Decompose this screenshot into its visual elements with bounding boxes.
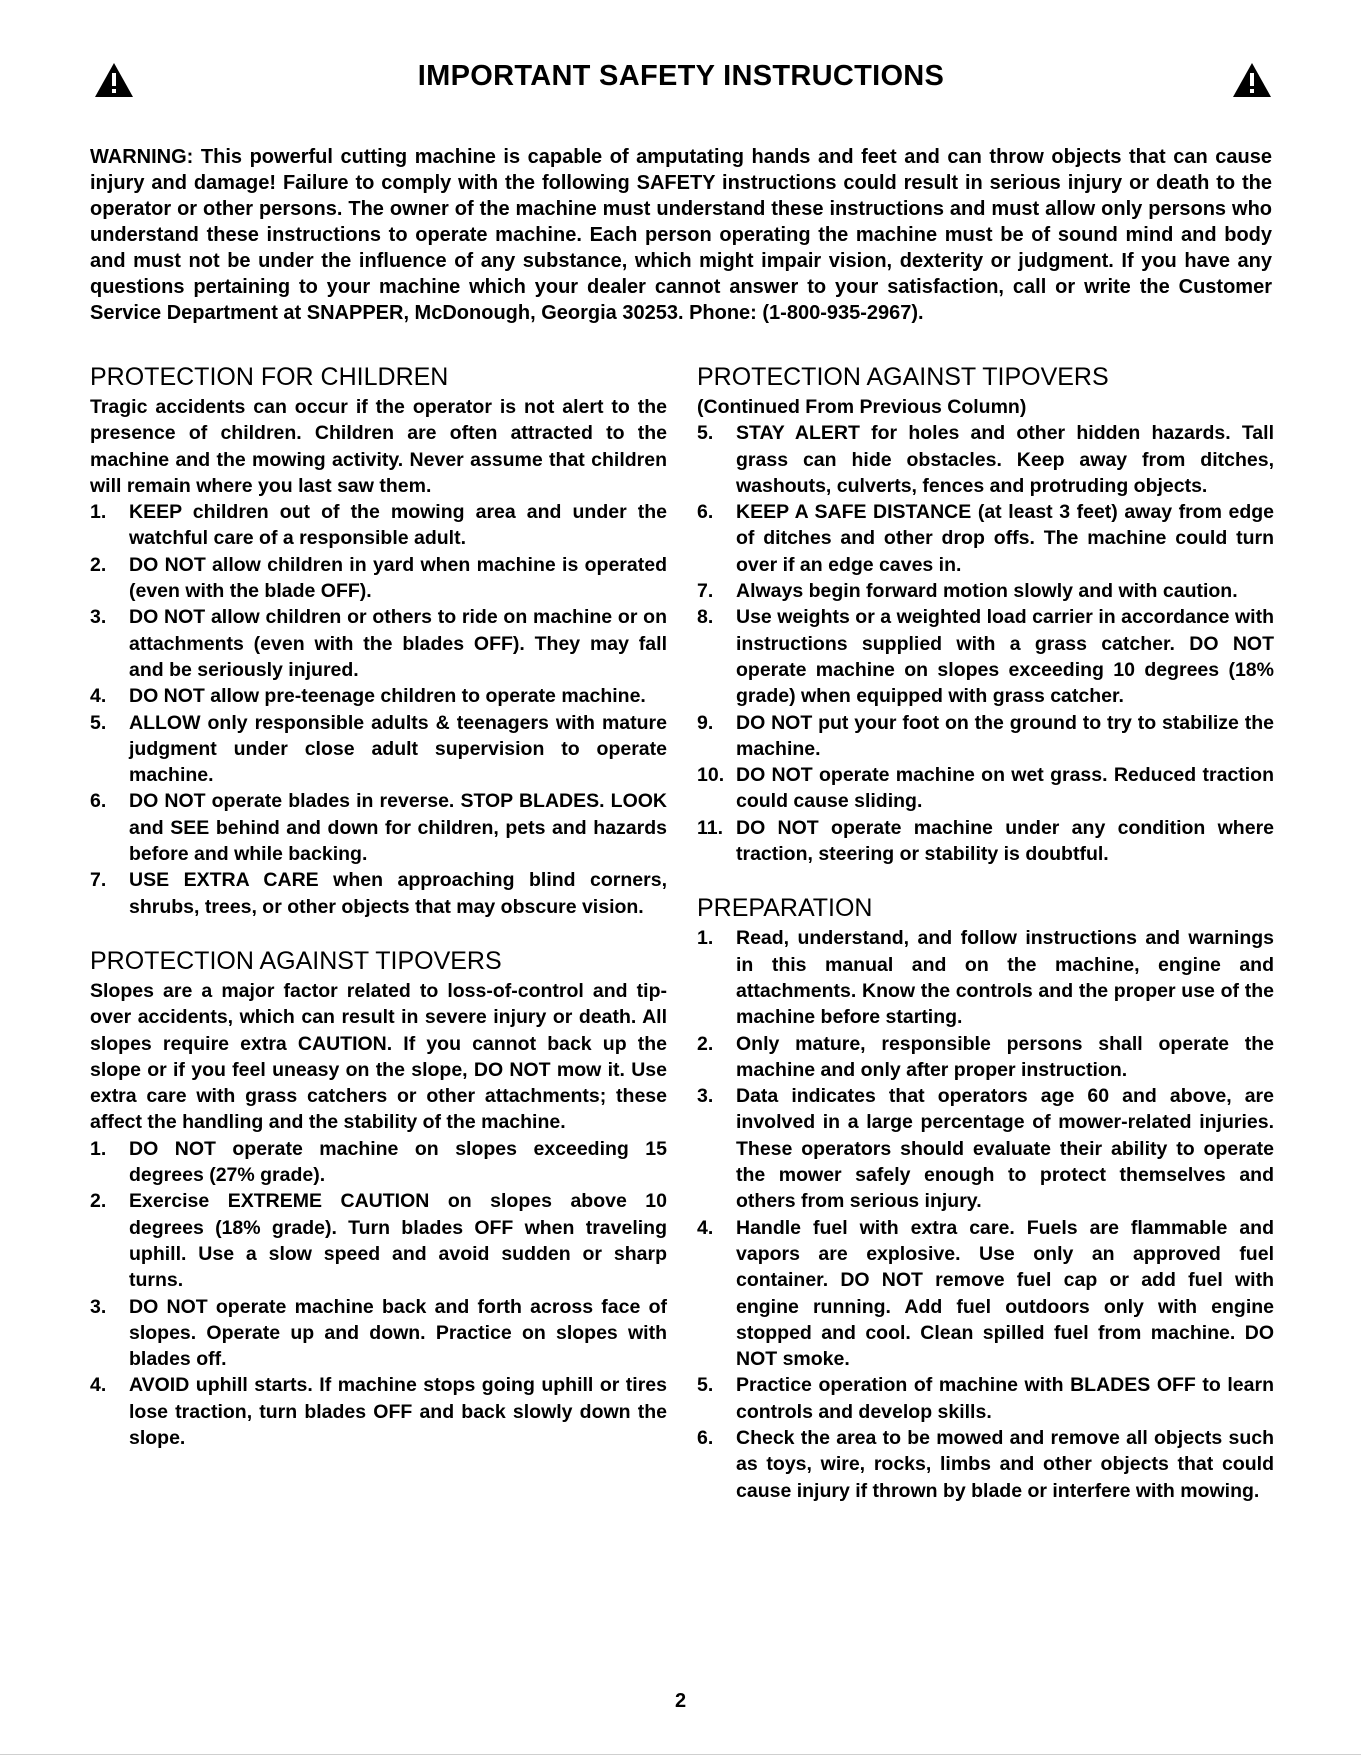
item-text: KEEP children out of the mowing area and under the watchful care of a responsible adult. <box>129 501 667 550</box>
item-text: DO NOT operate machine on slopes exceeding 15 degrees (27% grade). <box>129 1137 667 1187</box>
item-text: Exercise EXTREME CAUTION on slopes above 10 degrees (18% grade). Turn blades OFF when traveling uphill. Use a slow speed and avoid sudden or sharp turns. <box>129 1190 667 1292</box>
list-item <box>697 604 1274 709</box>
left-column <box>90 362 667 1477</box>
item-text: STAY ALERT for holes and other hidden hazards. Tall grass can hide obstacles. Keep away from ditches, washouts, culverts, fences and protruding objects. <box>736 422 1274 497</box>
item-number: 6. <box>90 790 107 813</box>
item-number: 1. <box>90 501 107 524</box>
list-item <box>90 1372 667 1451</box>
item-number: 4. <box>90 685 107 708</box>
tipovers-continued-list <box>697 420 1274 867</box>
section-heading: PROTECTION AGAINST TIPOVERS <box>697 363 1109 391</box>
item-text: KEEP A SAFE DISTANCE (at least 3 feet) away from edge of ditches and other drop offs. The machine could turn over if an edge caves in. <box>736 501 1274 576</box>
list-item <box>90 788 667 867</box>
item-number: 4. <box>90 1374 107 1397</box>
item-number: 4. <box>697 1216 714 1239</box>
title-row <box>90 58 1272 102</box>
item-number: 11. <box>697 816 724 839</box>
item-text: Practice operation of machine with BLADES OFF to learn controls and develop skills. <box>736 1374 1274 1423</box>
right-column <box>697 362 1274 1530</box>
list-item <box>697 815 1274 868</box>
warning-triangle-icon <box>1232 62 1272 98</box>
item-text: AVOID uphill starts. If machine stops going uphill or tires lose traction, turn blades OFF and back slowly down the slope. <box>129 1374 667 1449</box>
item-text: DO NOT put your foot on the ground to try to stabilize the machine. <box>736 711 1274 760</box>
item-number: 2. <box>697 1032 714 1055</box>
section-heading: PREPARATION <box>697 894 873 923</box>
tipovers-list <box>90 1136 667 1452</box>
page-title: IMPORTANT SAFETY INSTRUCTIONS <box>417 60 945 92</box>
preparation-list <box>697 925 1274 1504</box>
item-text: DO NOT operate machine on wet grass. Reduced traction could cause sliding. <box>736 764 1274 813</box>
item-number: 2. <box>90 1190 107 1213</box>
list-item <box>90 683 667 709</box>
list-item <box>697 1372 1274 1425</box>
list-item <box>697 1083 1274 1214</box>
list-item <box>90 710 667 789</box>
section-tipovers <box>90 946 667 1451</box>
list-item <box>697 420 1274 499</box>
item-text: DO NOT operate blades in reverse. STOP BLADES. LOOK and SEE behind and down for children, pets and hazards before and while backing. <box>129 790 667 866</box>
item-number: 3. <box>90 606 107 629</box>
warning-paragraph: WARNING: This powerful cutting machine is capable of amputating hands and feet and can throw objects that can cause injury and damage! Failure to comply with the following SAFETY instructions could result in serious injury or death to the operator or other persons. The owner of the machine must understand these instructions and must allow only persons who understand these instructions to operate machine. Each person operating the machine must be of sound mind and body and must not be under the influence of any substance, which might impair vision, dexterity or judgment. If you have any questions pertaining to your machine which your dealer cannot answer to your satisfaction, call or write the Customer Service Department at SNAPPER, McDonough, Georgia 30253. Phone: (1-800-935-2967). <box>90 146 1272 324</box>
list-item <box>697 762 1274 815</box>
item-text: Always begin forward motion slowly and with caution. <box>736 580 1238 603</box>
item-text: DO NOT allow children in yard when machine is operated (even with the blade OFF). <box>129 553 667 603</box>
item-number: 1. <box>90 1137 107 1160</box>
bottom-rule <box>0 1754 1361 1755</box>
item-number: 6. <box>697 501 714 524</box>
item-text: Handle fuel with extra care. Fuels are flammable and vapors are explosive. Use only an approved fuel container. DO NOT remove fuel cap or add fuel with engine running. Add fuel outdoors only with engine stopped and cool. Clean spilled fuel from machine. DO NOT smoke. <box>736 1216 1274 1371</box>
item-number: 7. <box>90 869 107 892</box>
item-text: Check the area to be mowed and remove all objects such as toys, wire, rocks, limbs and other objects that could cause injury if thrown by blade or interfere with mowing. <box>736 1426 1274 1502</box>
item-text: Read, understand, and follow instructions and warnings in this manual and on the machine, engine and attachments. Know the controls and the proper use of the machine before starting. <box>736 927 1274 1029</box>
item-text: DO NOT allow pre-teenage children to operate machine. <box>129 685 646 708</box>
list-item <box>697 578 1274 604</box>
list-item <box>697 1425 1274 1504</box>
item-text: ALLOW only responsible adults & teenagers with mature judgment under close adult supervision to operate machine. <box>129 711 667 787</box>
item-number: 2. <box>90 553 107 576</box>
list-item <box>90 552 667 605</box>
item-number: 3. <box>697 1085 714 1108</box>
item-text: DO NOT allow children or others to ride on machine or on attachments (even with the blades OFF). They may fall and be seriously injured. <box>129 606 667 681</box>
list-item <box>90 867 667 920</box>
section-preparation <box>697 893 1274 1504</box>
section-heading: PROTECTION FOR CHILDREN <box>90 363 449 391</box>
list-item <box>90 499 667 552</box>
section-children <box>90 362 667 920</box>
page-number: 2 <box>674 1690 687 1712</box>
children-list <box>90 499 667 920</box>
item-number: 7. <box>697 580 714 603</box>
list-item <box>90 1188 667 1293</box>
section-intro: Slopes are a major factor related to loss-of-control and tip-over accidents, which can result in severe injury or death. All slopes require extra CAUTION. If you cannot back up the slope or if you feel uneasy on the slope, DO NOT mow it. Use extra care with grass catchers or other attachments; these affect the handling and the stability of the machine. <box>90 979 667 1134</box>
section-intro: Tragic accidents can occur if the operator is not alert to the presence of children. Children are often attracted to the machine and the mowing activity. Never assume that children will remain where you last saw them. <box>90 396 667 497</box>
item-text: Only mature, responsible persons shall operate the machine and only after proper instruction. <box>736 1032 1274 1081</box>
item-number: 8. <box>697 606 714 629</box>
item-text: DO NOT operate machine under any condition where traction, steering or stability is doubtful. <box>736 816 1274 866</box>
section-heading: PROTECTION AGAINST TIPOVERS <box>90 946 502 975</box>
list-item <box>90 1136 667 1189</box>
list-item <box>90 1294 667 1373</box>
item-number: 3. <box>90 1295 107 1318</box>
list-item <box>697 710 1274 763</box>
section-tipovers-continued <box>697 362 1274 867</box>
item-number: 1. <box>697 927 714 950</box>
list-item <box>697 1031 1274 1084</box>
list-item <box>697 499 1274 578</box>
item-number: 5. <box>90 711 107 734</box>
item-number: 10. <box>697 764 725 787</box>
item-text: DO NOT operate machine back and forth across face of slopes. Operate up and down. Practice on slopes with blades off. <box>129 1295 667 1371</box>
item-number: 9. <box>697 711 714 734</box>
list-item <box>697 1215 1274 1373</box>
list-item <box>90 604 667 683</box>
item-number: 5. <box>697 422 714 445</box>
list-item <box>697 925 1274 1030</box>
item-text: Use weights or a weighted load carrier in accordance with instructions supplied with a grass catcher. DO NOT operate machine on slopes exceeding 10 degrees (18% grade) when equipped with grass catcher. <box>736 606 1274 708</box>
item-number: 5. <box>697 1374 714 1397</box>
continued-note: (Continued From Previous Column) <box>697 396 1027 418</box>
item-text: USE EXTRA CARE when approaching blind corners, shrubs, trees, or other objects that may obscure vision. <box>129 869 667 918</box>
item-number: 6. <box>697 1426 714 1449</box>
item-text: Data indicates that operators age 60 and above, are involved in a large percentage of mower-related injuries. These operators should evaluate their ability to operate the mower safely enough to protect themselves and others from serious injury. <box>736 1085 1274 1213</box>
